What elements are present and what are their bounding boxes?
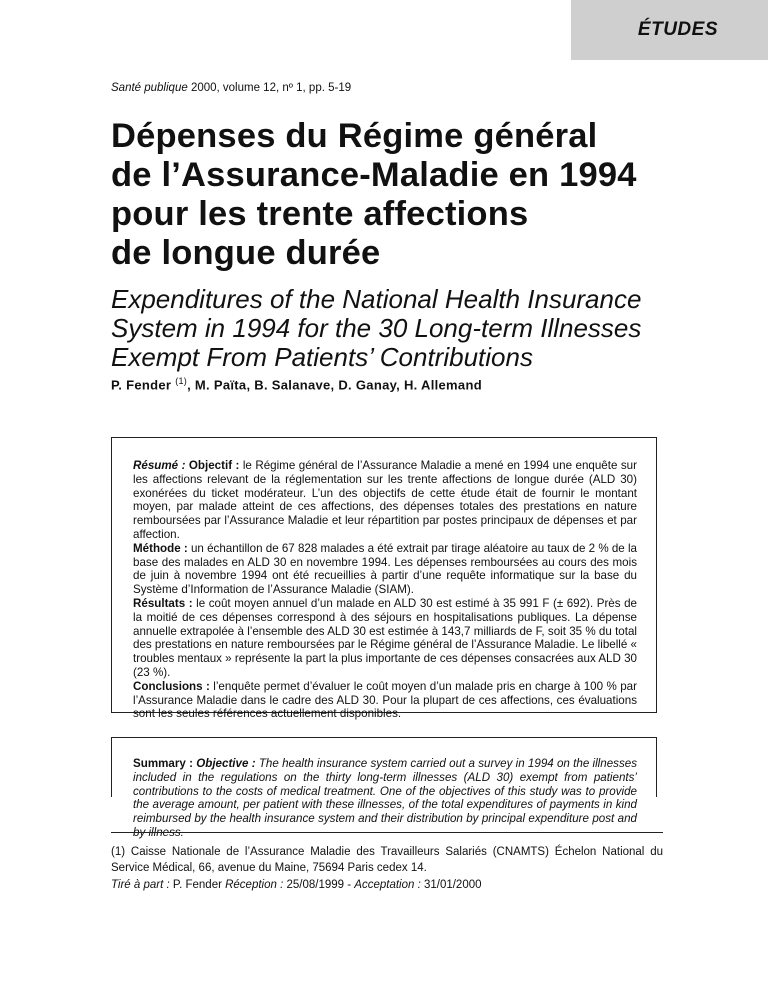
methode-label: Méthode :	[133, 541, 188, 555]
title-line: pour les trente affections	[111, 195, 529, 233]
citation-details: 2000, volume 12, nº 1, pp. 5-19	[190, 82, 352, 94]
citation	[111, 82, 351, 94]
subtitle-line: Expenditures of the National Health Insurance	[111, 284, 642, 314]
reception-date: 25/08/1999 -	[283, 879, 355, 891]
conclusions-label: Conclusions :	[133, 679, 210, 693]
section-label: ÉTUDES	[637, 19, 718, 40]
title-line: de longue durée	[111, 234, 381, 272]
title-line: Dépenses du Régime général	[111, 117, 598, 155]
reprint-label: Tiré à part :	[111, 879, 170, 891]
subtitle-line: System in 1994 for the 30 Long-term Illnesses	[111, 313, 642, 343]
resume-text	[133, 459, 637, 721]
section-tab	[571, 0, 768, 60]
resume-box	[111, 437, 657, 721]
acceptation-label: Acceptation :	[354, 879, 421, 891]
summary-label: Summary :	[133, 757, 193, 770]
summary-box	[111, 737, 657, 839]
reprint-author: P. Fender	[169, 879, 226, 891]
article-title	[111, 117, 711, 273]
resultats-label: Résultats :	[133, 596, 193, 610]
first-author: P. Fender	[111, 377, 172, 393]
english-title	[111, 285, 711, 372]
resume-label: Résumé :	[133, 459, 186, 472]
conclusions-text: l’enquête permet d’évaluer le coût moyen d’un malade pris en charge à 100 % par l’Assurance Maladie dans le cadre des ALD 30. Pour la plupart de ces affections, ces évaluations sont les seules références actuellement disponibles.	[133, 679, 637, 721]
summary-text	[133, 757, 637, 840]
objective-label: Objective :	[196, 757, 256, 770]
footnote-divider	[111, 832, 663, 833]
reprint-info	[111, 879, 482, 891]
methode-text: un échantillon de 67 828 malades a été extrait par tirage aléatoire au taux de 2 % de la base des malades en ALD 30 en novembre 1994. Les dépenses remboursées au cours des mois de juin à novembre 1994 ont été recueillies à partir d’une requête informatique sur la base du Système d’Information de l’Assurance Maladie (SIAM).	[133, 541, 637, 597]
affiliation-marker: (1)	[175, 376, 188, 386]
title-line: de l’Assurance-Maladie en 1994	[111, 156, 637, 194]
resultats-text: le coût moyen annuel d’un malade en ALD 30 est estimé à 35 991 F (± 692). Près de la moitié de ces dépenses correspond à des séjours en hospitalisations publiques. La dépense annuelle extrapolée à l’ensemble des ALD 30 est estimée à 143,7 milliards de F, soit 35 % du total des prestations en nature remboursées par le Régime général de l’Assurance Maladie. Le libellé « troubles mentaux » représente la part la plus importante de ces dépenses consacrées aux ALD 30 (23 %).	[133, 596, 637, 679]
subtitle-line: Exempt From Patients’ Contributions	[111, 342, 533, 372]
objectif-text: le Régime général de l’Assurance Maladie a mené en 1994 une enquête sur les affections relevant de la réglementation sur les trente affections de longue durée (ALD 30) exonérées du ticket modérateur. L’un des objectifs de cette étude était de fournir le montant moyen, par malade atteint de ces affections, des dépenses totales des prestations en nature remboursées par l’Assurance Maladie et leur répartition par postes principaux de dépenses et par affection.	[133, 459, 637, 541]
affiliation-footnote: (1) Caisse Nationale de l’Assurance Maladie des Travailleurs Salariés (CNAMTS) Échelon National du Service Médical, 66, avenue du Maine, 75694 Paris cedex 14.	[111, 846, 663, 874]
objectif-label: Objectif :	[188, 459, 240, 472]
author-list	[111, 376, 482, 392]
objective-text: The health insurance system carried out a survey in 1994 on the illnesses included in the regulations on the thirty long-term illnesses (ALD 30) exempt from patients’ contributions to the costs of medical treatment. One of the objectives of this study was to provide the average amount, per patient with these illnesses, of the total expenditures of payments in kind reimbursed by the health insurance system and their distribution by principal expenditure post and by illness.	[133, 757, 637, 839]
acceptation-date: 31/01/2000	[420, 879, 482, 891]
other-authors: , M. Païta, B. Salanave, D. Ganay, H. Allemand	[187, 377, 482, 393]
journal-name: Santé publique	[111, 82, 188, 94]
reception-label: Réception :	[225, 879, 284, 891]
